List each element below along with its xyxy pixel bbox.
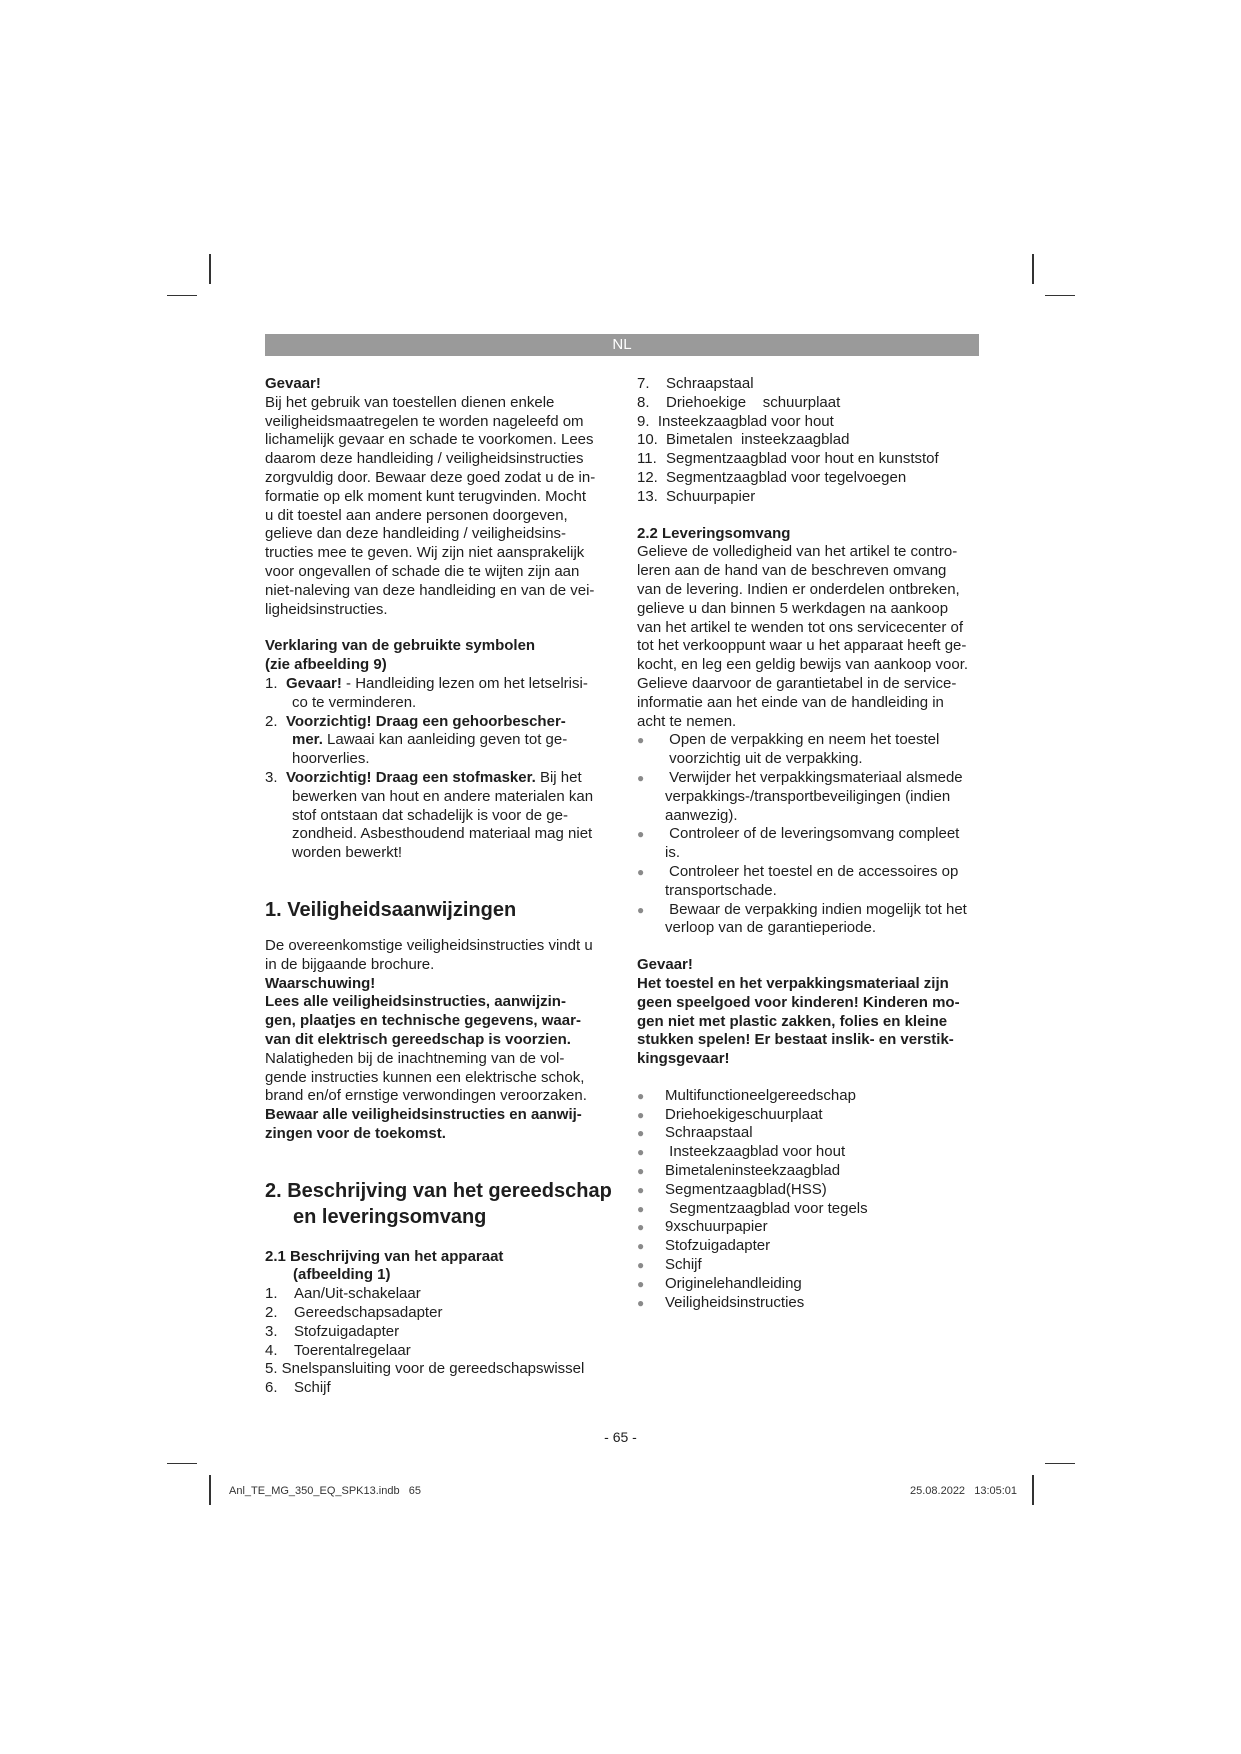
text-line: veiligheidsmaatregelen te worden nageleefd om bbox=[265, 412, 584, 430]
text-line: Nalatigheden bij de inachtneming van de vol- bbox=[265, 1049, 565, 1067]
text-line: De overeenkomstige veiligheidsinstructies vindt u bbox=[265, 936, 593, 954]
symbol-label: mer. bbox=[292, 731, 323, 749]
list-number: 4. bbox=[265, 1341, 278, 1359]
text-line: gen, plaatjes en technische gegevens, waar- bbox=[265, 1012, 581, 1030]
list-item: 5. Snelspansluiting voor de gereedschapswissel bbox=[265, 1360, 585, 1378]
danger-paragraph-2 bbox=[637, 975, 982, 1069]
language-header-bar bbox=[265, 334, 979, 356]
list-number: 12. bbox=[637, 468, 658, 486]
text-line: acht te nemen. bbox=[637, 712, 737, 730]
list-text: Segmentzaagblad voor tegels bbox=[665, 1199, 868, 1217]
list-number: 3. bbox=[265, 768, 278, 786]
list-number: 3. bbox=[265, 1322, 278, 1340]
text-line: brand en/of ernstige verwondingen veroorzaken. bbox=[265, 1087, 587, 1105]
text-line: Gelieve de volledigheid van het artikel te contro- bbox=[637, 543, 958, 561]
list-number: 1. bbox=[265, 674, 278, 692]
list-text: Segmentzaagblad voor hout en kunststof bbox=[666, 450, 939, 468]
bullet-item bbox=[637, 1124, 982, 1143]
bullet-icon: ● bbox=[637, 1276, 645, 1291]
bullet-icon: ● bbox=[637, 1164, 645, 1179]
text-line: kingsgevaar! bbox=[637, 1050, 730, 1068]
bullet-item bbox=[637, 863, 982, 901]
list-text: Driehoekigeschuurplaat bbox=[665, 1105, 823, 1123]
list-number: 11. bbox=[637, 450, 657, 468]
symbol-text: co te verminderen. bbox=[292, 693, 417, 711]
list-text: Bimetalen insteekzaagblad bbox=[666, 431, 850, 449]
symbol-text: Bij het bbox=[535, 768, 582, 786]
text-line: Bij het gebruik van toestellen dienen enkele bbox=[265, 393, 555, 411]
bullet-icon: ● bbox=[637, 827, 645, 842]
bullet-item bbox=[637, 731, 982, 769]
list-text: Segmentzaagblad voor tegelvoegen bbox=[666, 468, 907, 486]
bullet-item bbox=[637, 825, 982, 863]
parts-list bbox=[265, 1285, 615, 1398]
list-text: Insteekzaagblad voor hout bbox=[665, 1143, 846, 1161]
list-text: Originelehandleiding bbox=[665, 1274, 802, 1292]
bullet-item bbox=[637, 1237, 982, 1256]
bullet-icon: ● bbox=[637, 1088, 645, 1103]
symbol-text: hoorverlies. bbox=[292, 750, 370, 768]
text-line: is. bbox=[665, 844, 680, 862]
bullet-item bbox=[637, 1181, 982, 1200]
bullet-item bbox=[637, 901, 982, 939]
bullet-icon: ● bbox=[637, 864, 645, 879]
right-column bbox=[637, 375, 982, 1312]
symbol-text: worden bewerkt! bbox=[292, 844, 403, 862]
list-number: 7. bbox=[637, 375, 650, 392]
list-text: Stofzuigadapter bbox=[294, 1322, 400, 1340]
list-text: Schijf bbox=[665, 1256, 702, 1274]
bullet-item bbox=[637, 1294, 982, 1313]
section-2-1-subtitle: (afbeelding 1) bbox=[293, 1266, 391, 1284]
section-1-title: 1. Veiligheidsaanwijzingen bbox=[265, 898, 517, 921]
list-text: Gereedschapsadapter bbox=[294, 1304, 443, 1322]
bullet-icon: ● bbox=[637, 1239, 645, 1254]
crop-mark-top-left-v bbox=[209, 254, 211, 284]
crop-mark-bottom-left-h bbox=[167, 1463, 197, 1464]
list-text: Schraapstaal bbox=[665, 1124, 753, 1142]
unpacking-bullet-list bbox=[637, 731, 982, 938]
text-line: gelieve dan deze handleiding / veiligheidsins- bbox=[265, 525, 567, 543]
bullet-item bbox=[637, 1162, 982, 1181]
text-line: aanwezig). bbox=[665, 806, 738, 824]
symbol-text: - Handleiding lezen om het letselrisi- bbox=[341, 674, 588, 692]
text-line: Gelieve daarvoor de garantietabel in de service- bbox=[637, 674, 957, 692]
danger-title-2: Gevaar! bbox=[637, 956, 693, 974]
list-item bbox=[637, 394, 982, 413]
symbol-text: zondheid. Asbesthoudend materiaal mag niet bbox=[292, 825, 593, 843]
text-line: stukken spelen! Er bestaat inslik- en verstik- bbox=[637, 1031, 954, 1049]
danger-paragraph bbox=[265, 394, 615, 620]
danger-title: Gevaar! bbox=[265, 375, 321, 392]
footer-datetime: 25.08.2022 13:05:01 bbox=[910, 1485, 1018, 1497]
text-line: Lees alle veiligheidsinstructies, aanwijzin- bbox=[265, 993, 566, 1011]
list-text: Driehoekige schuurplaat bbox=[666, 393, 841, 411]
text-line: in de bijgaande brochure. bbox=[265, 955, 435, 973]
bullet-icon: ● bbox=[637, 1220, 645, 1235]
bullet-item bbox=[637, 1106, 982, 1125]
text-line: Verwijder het verpakkingsmateriaal alsmede bbox=[665, 768, 963, 786]
text-line: Bewaar de verpakking indien mogelijk tot het bbox=[665, 900, 967, 918]
symbol-text: bewerken van hout en andere materialen kan bbox=[292, 787, 594, 805]
list-text: Bimetaleninsteekzaagblad bbox=[665, 1162, 841, 1180]
list-number: 2. bbox=[265, 1304, 278, 1322]
crop-mark-top-right-h bbox=[1045, 295, 1075, 296]
section-2-2-title: 2.2 Leveringsomvang bbox=[637, 524, 791, 542]
bullet-item bbox=[637, 1200, 982, 1219]
list-text: Schijf bbox=[294, 1379, 331, 1397]
symbols-subtitle: (zie afbeelding 9) bbox=[265, 656, 387, 674]
section-2-1-title: 2.1 Beschrijving van het apparaat bbox=[265, 1247, 504, 1265]
list-number: 2. bbox=[265, 712, 278, 730]
bullet-item bbox=[637, 1087, 982, 1106]
symbol-label: Voorzichtig! Draag een gehoorbescher- bbox=[286, 712, 566, 730]
delivery-paragraph bbox=[637, 543, 982, 731]
list-item bbox=[265, 1304, 615, 1323]
crop-mark-bottom-right-v bbox=[1032, 1475, 1034, 1505]
footer-file-info: Anl_TE_MG_350_EQ_SPK13.indb 65 bbox=[229, 1485, 422, 1497]
bullet-icon: ● bbox=[637, 1258, 645, 1273]
list-item bbox=[637, 450, 982, 469]
list-text: Toerentalregelaar bbox=[294, 1341, 411, 1359]
bullet-icon: ● bbox=[637, 1201, 645, 1216]
list-item bbox=[637, 488, 982, 507]
text-line: zingen voor de toekomst. bbox=[265, 1124, 446, 1142]
list-number: 13. bbox=[637, 487, 658, 505]
text-line: lichamelijk gevaar en schade te voorkomen. Lees bbox=[265, 431, 594, 449]
text-line: gelieve u dan binnen 5 werkdagen na aankoop bbox=[637, 599, 949, 617]
list-item bbox=[265, 1342, 615, 1361]
text-line: tructies mee te geven. Wij zijn niet aansprakelijk bbox=[265, 544, 585, 562]
crop-mark-top-left-h bbox=[167, 295, 197, 296]
text-line: Open de verpakking en neem het toestel bbox=[665, 731, 940, 749]
contents-bullet-list bbox=[637, 1087, 982, 1313]
text-line: verloop van de garantieperiode. bbox=[665, 919, 876, 937]
page-number: - 65 - bbox=[604, 1429, 637, 1445]
text-line: van de levering. Indien er onderdelen ontbreken, bbox=[637, 580, 960, 598]
list-item bbox=[637, 431, 982, 450]
bullet-icon: ● bbox=[637, 733, 645, 748]
bullet-item bbox=[637, 1143, 982, 1162]
list-item bbox=[637, 469, 982, 488]
text-line: Bewaar alle veiligheidsinstructies en aanwij- bbox=[265, 1106, 582, 1124]
list-number: 1. bbox=[265, 1285, 278, 1303]
text-line: leren aan de hand van de beschreven omvang bbox=[637, 562, 947, 580]
symbol-item-3 bbox=[265, 769, 615, 863]
bullet-icon: ● bbox=[637, 1107, 645, 1122]
warning-title: Waarschuwing! bbox=[265, 974, 376, 992]
bullet-icon: ● bbox=[637, 1126, 645, 1141]
left-column bbox=[265, 375, 615, 1398]
bullet-item bbox=[637, 1256, 982, 1275]
text-line: niet-naleving van deze handleiding en van de vei- bbox=[265, 581, 595, 599]
bullet-icon: ● bbox=[637, 1145, 645, 1160]
list-text: Schraapstaal bbox=[666, 375, 754, 392]
bullet-item bbox=[637, 769, 982, 825]
text-line: tot het verkooppunt waar u het apparaat heeft ge- bbox=[637, 637, 967, 655]
section-2-title: 2. Beschrijving van het gereedschap bbox=[265, 1179, 612, 1202]
symbol-label: Voorzichtig! Draag een stofmasker. bbox=[286, 768, 536, 786]
text-line: geen speelgoed voor kinderen! Kinderen mo- bbox=[637, 993, 960, 1011]
list-item bbox=[265, 1323, 615, 1342]
text-line: u dit toestel aan andere personen doorgeven, bbox=[265, 506, 568, 524]
text-line: gen niet met plastic zakken, folies en kleine bbox=[637, 1012, 948, 1030]
list-item: 9. Insteekzaagblad voor hout bbox=[637, 412, 834, 430]
text-line: transportschade. bbox=[665, 881, 777, 899]
crop-mark-bottom-left-v bbox=[209, 1475, 211, 1505]
bullet-icon: ● bbox=[637, 1182, 645, 1197]
symbol-item-1 bbox=[265, 675, 615, 713]
text-line: formatie op elk moment kunt terugvinden. Mocht bbox=[265, 487, 586, 505]
text-line: voor ongevallen of schade die te wijten zijn aan bbox=[265, 562, 580, 580]
text-line: zorgvuldig door. Bewaar deze goed zodat u de in- bbox=[265, 468, 596, 486]
bullet-icon: ● bbox=[637, 902, 645, 917]
bullet-icon: ● bbox=[637, 1295, 645, 1310]
list-item bbox=[265, 1285, 615, 1304]
list-item bbox=[637, 375, 982, 394]
text-line: kocht, en leg een geldig bewijs van aankoop voor. bbox=[637, 656, 969, 674]
bullet-icon: ● bbox=[637, 770, 645, 785]
list-text: Aan/Uit-schakelaar bbox=[294, 1285, 421, 1303]
text-line: verpakkings-/transportbeveiligingen (indien bbox=[665, 787, 951, 805]
list-number: 10. bbox=[637, 431, 658, 449]
list-text: Veiligheidsinstructies bbox=[665, 1293, 805, 1311]
text-line: informatie aan het einde van de handleiding in bbox=[637, 693, 944, 711]
list-text: Multifunctioneelgereedschap bbox=[665, 1086, 856, 1104]
bullet-item bbox=[637, 1218, 982, 1237]
crop-mark-bottom-right-h bbox=[1045, 1463, 1075, 1464]
symbol-text: stof ontstaan dat schadelijk is voor de ge- bbox=[292, 806, 568, 824]
list-number: 8. bbox=[637, 393, 650, 411]
symbol-item-2 bbox=[265, 713, 615, 769]
list-text: Stofzuigadapter bbox=[665, 1237, 771, 1255]
symbol-label: Gevaar! bbox=[286, 674, 342, 692]
text-line: Controleer het toestel en de accessoires op bbox=[669, 862, 959, 880]
symbol-text: Lawaai kan aanleiding geven tot ge- bbox=[322, 731, 568, 749]
text-line: daarom deze handleiding / veiligheidsinstructies bbox=[265, 450, 584, 468]
list-item bbox=[265, 1379, 615, 1398]
text-line: van het artikel te wenden tot ons servicecenter of bbox=[637, 618, 964, 636]
section-2-title-cont: en leveringsomvang bbox=[293, 1205, 487, 1228]
list-number: 6. bbox=[265, 1379, 278, 1397]
bullet-item bbox=[637, 1275, 982, 1294]
parts-list-continued bbox=[637, 375, 982, 507]
list-text: Schuurpapier bbox=[666, 487, 756, 505]
symbols-title: Verklaring van de gebruikte symbolen bbox=[265, 637, 536, 655]
text-line: van dit elektrisch gereedschap is voorzien. bbox=[265, 1030, 571, 1048]
text-line: voorzichtig uit de verpakking. bbox=[665, 750, 863, 768]
text-line: ligheidsinstructies. bbox=[265, 600, 388, 618]
list-text: Segmentzaagblad(HSS) bbox=[665, 1180, 827, 1198]
list-text: 9xschuurpapier bbox=[665, 1218, 768, 1236]
crop-mark-top-right-v bbox=[1032, 254, 1034, 284]
text-line: Het toestel en het verpakkingsmateriaal zijn bbox=[637, 974, 949, 992]
text-line: gende instructies kunnen een elektrische schok, bbox=[265, 1068, 585, 1086]
language-code: NL bbox=[612, 336, 632, 353]
text-line: Controleer of de leveringsomvang compleet bbox=[665, 825, 960, 843]
